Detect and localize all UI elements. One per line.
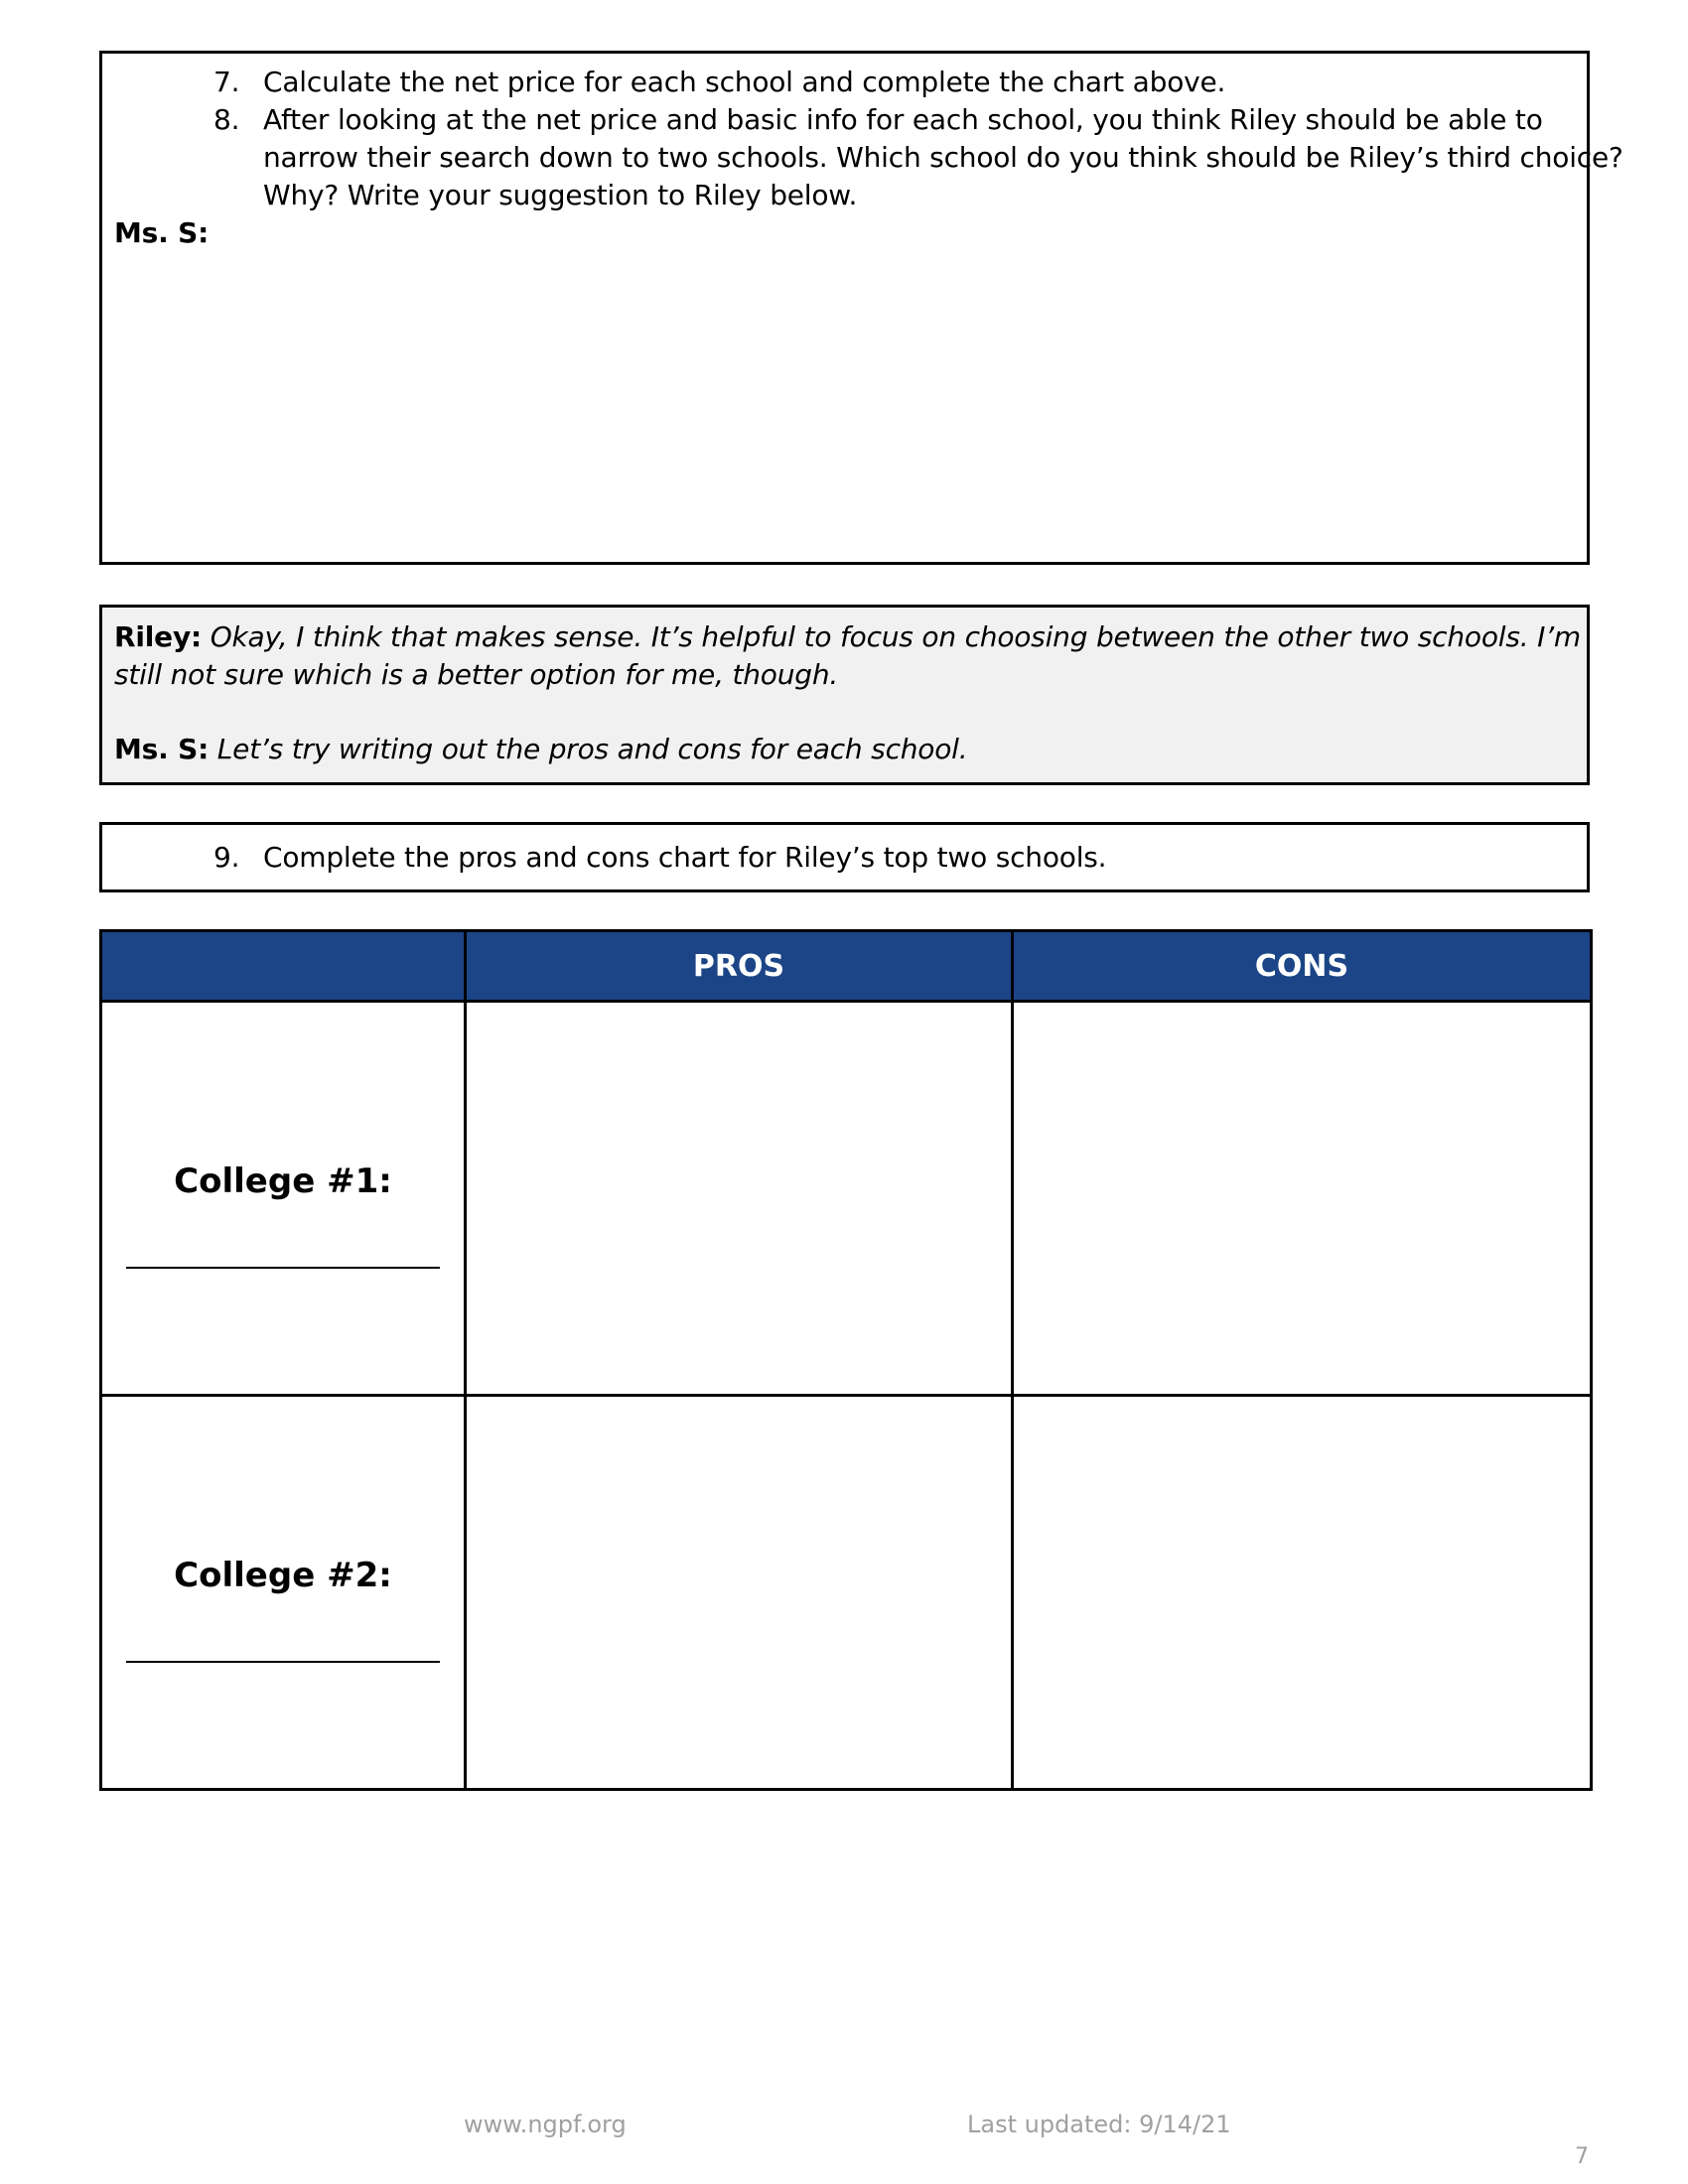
dialog-box bbox=[99, 605, 1590, 785]
page-number: 7 bbox=[1575, 2144, 1589, 2169]
header-pros: PROS bbox=[466, 931, 1013, 1002]
college-2-cons-cell[interactable] bbox=[1013, 1396, 1592, 1790]
mss-quote: Let’s try writing out the pros and cons for each school. bbox=[216, 733, 968, 765]
table-row bbox=[101, 1002, 1592, 1396]
question-text bbox=[263, 101, 1623, 214]
college-1-cell bbox=[101, 1002, 466, 1396]
question-text: Calculate the net price for each school and complete the chart above. bbox=[263, 66, 1226, 98]
riley-quote-line2: still not sure which is a better option for me, though. bbox=[114, 658, 839, 691]
mss-dialog-line bbox=[114, 731, 967, 768]
college-1-label: College #1: bbox=[174, 1161, 392, 1201]
college-2-name-blank[interactable] bbox=[126, 1661, 440, 1663]
answer-area[interactable] bbox=[311, 214, 1571, 546]
speaker-riley: Riley: bbox=[114, 620, 202, 653]
table-row bbox=[101, 1396, 1592, 1790]
college-1-pros-cell[interactable] bbox=[466, 1002, 1013, 1396]
pros-cons-table bbox=[99, 929, 1593, 1791]
college-2-cell bbox=[101, 1396, 466, 1790]
riley-quote-line1: Okay, I think that makes sense. It’s helpful to focus on choosing between the other two schools. I’m bbox=[210, 620, 1581, 653]
footer-last-updated: Last updated: 9/14/21 bbox=[967, 2111, 1231, 2138]
question-text-line: Why? Write your suggestion to Riley below. bbox=[263, 179, 858, 211]
college-2-label: College #2: bbox=[174, 1556, 392, 1595]
answer-label: Ms. S: bbox=[114, 216, 210, 249]
question-box bbox=[99, 51, 1623, 565]
header-cons: CONS bbox=[1013, 931, 1592, 1002]
college-1-cons-cell[interactable] bbox=[1013, 1002, 1592, 1396]
question-text-line: After looking at the net price and basic info for each school, you think Riley should be able to bbox=[263, 103, 1543, 136]
question-number: 8. bbox=[213, 103, 240, 136]
question-number: 7. bbox=[213, 66, 240, 98]
table-header-row bbox=[101, 931, 1592, 1002]
riley-dialog-line bbox=[114, 618, 1581, 656]
college-1-name-blank[interactable] bbox=[126, 1267, 440, 1269]
header-blank bbox=[101, 931, 466, 1002]
question-9-box bbox=[99, 822, 1590, 892]
question-number: 9. bbox=[213, 841, 240, 874]
speaker-mss: Ms. S: bbox=[114, 733, 210, 765]
footer-site: www.ngpf.org bbox=[464, 2111, 627, 2138]
college-2-pros-cell[interactable] bbox=[466, 1396, 1013, 1790]
question-text-line: narrow their search down to two schools. Which school do you think should be Riley’s third choice? bbox=[263, 141, 1623, 174]
question-text: Complete the pros and cons chart for Riley’s top two schools. bbox=[263, 841, 1107, 874]
